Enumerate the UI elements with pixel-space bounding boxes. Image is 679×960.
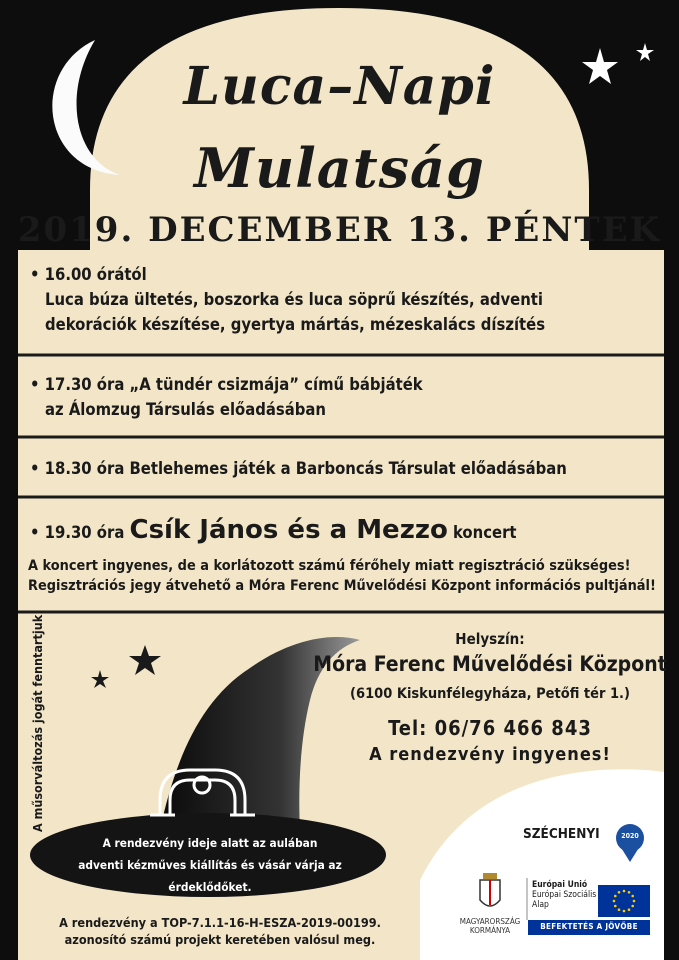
concert-notes: A koncert ingyenes, de a korlátozott számú férőhely miatt regisztráció szükséges! Regisztrációs jegy átvehető a Móra Ferenc Művelődési Központ információs pultjánál! bbox=[28, 558, 656, 594]
eu-star bbox=[623, 890, 626, 893]
title-line-2: Mulatság bbox=[194, 136, 485, 200]
side-note: A műsorváltozás jogát fenntartjuk! bbox=[30, 609, 45, 832]
eu-star bbox=[614, 895, 617, 898]
venue-address: (6100 Kiskunfélegyháza, Petőfi tér 1.) bbox=[350, 686, 630, 702]
project-footer: A rendezvény a TOP-7.1.1-16-H-ESZA-2019-00199. azonosító számú projekt keretében valósul meg. bbox=[59, 915, 381, 947]
title-line-1: Luca–Napi bbox=[183, 56, 496, 117]
event-item: • 16.00 órától Luca búza ültetés, boszorka és luca söprű készítés, adventi dekorációk készítése, gyertya mártás, mézeskalács díszítés bbox=[30, 265, 546, 334]
eu-star bbox=[614, 905, 617, 908]
eu-star bbox=[623, 910, 626, 913]
event-item: • 17.30 óra „A tündér csizmája” című bábjáték az Álomzug Társulás előadásában bbox=[30, 375, 423, 419]
venue-phone: Tel: 06/76 466 843 bbox=[388, 716, 592, 740]
kormany-logo-text: MAGYARORSZÁG KORMÁNYA bbox=[459, 917, 521, 935]
event-item: • 18.30 óra Betlehemes játék a Barboncás Társulat előadásában bbox=[30, 459, 567, 478]
performer-name: Csík János és a Mezzo bbox=[129, 515, 448, 545]
eu-star bbox=[618, 908, 621, 911]
szechenyi-logo: SZÉCHENYI bbox=[523, 826, 600, 842]
szechenyi-year: 2020 bbox=[621, 832, 639, 840]
eu-star bbox=[613, 900, 616, 903]
venue-name: Móra Ferenc Művelődési Központ bbox=[313, 652, 667, 676]
coat-of-arms-icon bbox=[480, 873, 500, 906]
eu-star bbox=[633, 900, 636, 903]
eu-star bbox=[631, 905, 634, 908]
free-entry: A rendezvény ingyenes! bbox=[369, 744, 611, 765]
eu-star bbox=[631, 895, 634, 898]
eu-star bbox=[628, 908, 631, 911]
hat-text: A rendezvény ideje alatt az aulában adventi kézműves kiállítás és vásár várja az érdeklődőket. bbox=[78, 836, 342, 894]
eu-star bbox=[618, 891, 621, 894]
event-item: • 19.30 óra Csík János és a Mezzo koncert bbox=[30, 515, 517, 545]
eu-star bbox=[628, 891, 631, 894]
event-date: 2019. DECEMBER 13. PÉNTEK bbox=[17, 210, 662, 250]
eu-logo-text: Európai Unió Európai Szociális Alap bbox=[532, 880, 597, 910]
eu-slogan: BEFEKTETÉS A JÖVŐBE bbox=[540, 922, 638, 931]
venue-label: Helyszín: bbox=[455, 630, 525, 648]
